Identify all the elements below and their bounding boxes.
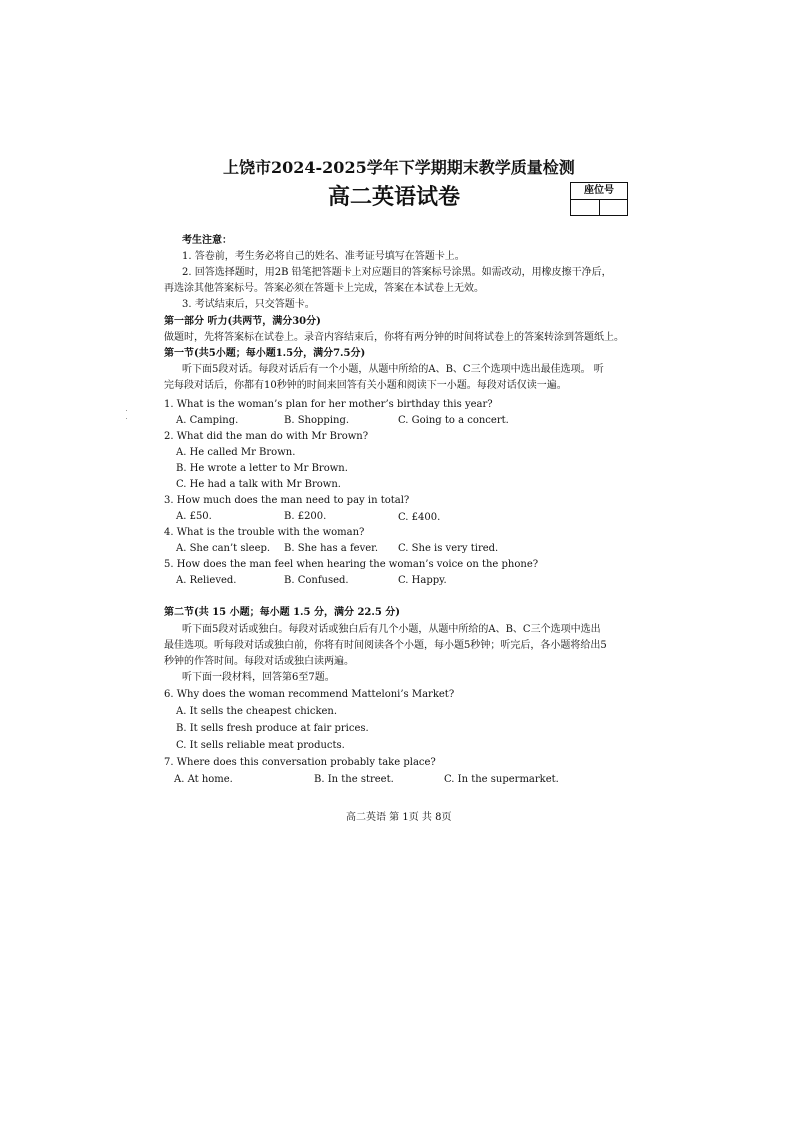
section1-instruction: 完每段对话后，你都有10秒钟的时间来回答有关小题和阅读下一小题。每段对话仅读一遍。 bbox=[164, 380, 567, 391]
option-a: A. He called Mr Brown. bbox=[176, 447, 296, 458]
option-b: B. It sells fresh produce at fair prices. bbox=[176, 723, 369, 734]
question-stem: 6. Why does the woman recommend Matteloni’s Market? bbox=[164, 689, 455, 700]
notice-heading: 考生注意： bbox=[182, 235, 232, 246]
option-c: C. He had a talk with Mr Brown. bbox=[176, 479, 341, 490]
option-a: A. At home. bbox=[174, 774, 233, 785]
part1-title: 第一部分 听力(共两节，满分30分) bbox=[164, 316, 321, 327]
section1-title: 第一节(共5小题；每小题1.5分，满分7.5分) bbox=[164, 348, 366, 359]
question-stem: 5. How does the man feel when hearing the woman’s voice on the phone? bbox=[164, 559, 539, 570]
option-c: C. She is very tired. bbox=[398, 543, 499, 554]
section2-instruction: 最佳选项。听每段对话或独白前，你将有时间阅读各个小题，每小题5秒钟；听完后，各小题将给出5 bbox=[164, 640, 607, 651]
section2-title: 第二节(共 15 小题；每小题 1.5 分，满分 22.5 分) bbox=[164, 607, 401, 618]
section1-instruction: 听下面5段对话。每段对话后有一个小题，从题中所给的A、B、C三个选项中选出最佳选项。 听 bbox=[182, 364, 604, 375]
option-a: A. It sells the cheapest chicken. bbox=[176, 706, 338, 717]
scan-speck bbox=[126, 418, 127, 419]
part1-instruction: 做题时，先将答案标在试卷上。录音内容结束后，你将有两分钟的时间将试卷上的答案转涂到答题纸上。 bbox=[164, 332, 624, 343]
option-c: C. It sells reliable meat products. bbox=[176, 740, 345, 751]
question-stem: 4. What is the trouble with the woman? bbox=[164, 527, 365, 538]
notice-item: 3. 考试结束后，只交答题卡。 bbox=[182, 299, 315, 310]
scan-speck bbox=[126, 410, 127, 411]
option-c: C. £400. bbox=[398, 512, 441, 523]
option-b: B. £200. bbox=[284, 511, 327, 522]
notice-item: 1. 答卷前，考生务必将自己的姓名、准考证号填写在答题卡上。 bbox=[182, 251, 465, 262]
option-a: A. She can’t sleep. bbox=[176, 543, 271, 554]
option-a: A. Relieved. bbox=[176, 575, 237, 586]
option-b: B. She has a fever. bbox=[284, 543, 378, 554]
question-stem: 7. Where does this conversation probably take place? bbox=[164, 757, 436, 768]
option-b: B. He wrote a letter to Mr Brown. bbox=[176, 463, 348, 474]
seat-number-label: 座位号 bbox=[571, 183, 627, 200]
seat-number-cells bbox=[571, 200, 627, 216]
option-b: B. In the street. bbox=[314, 774, 394, 785]
exam-title: 上饶市2024-2025学年下学期期末教学质量检测 bbox=[223, 158, 575, 177]
option-b: B. Confused. bbox=[284, 575, 349, 586]
option-a: A. Camping. bbox=[176, 415, 239, 426]
notice-item-continued: 再选涂其他答案标号。答案必须在答题卡上完成，答案在本试卷上无效。 bbox=[164, 283, 484, 294]
paper-title: 高二英语试卷 bbox=[328, 184, 461, 210]
question-stem: 3. How much does the man need to pay in total? bbox=[164, 495, 410, 506]
option-c: C. In the supermarket. bbox=[444, 774, 559, 785]
option-c: C. Going to a concert. bbox=[398, 415, 509, 426]
seat-number-box bbox=[570, 182, 628, 216]
option-c: C. Happy. bbox=[398, 575, 447, 586]
page-footer: 高二英语 第 1页 共 8页 bbox=[346, 812, 452, 823]
material-note: 听下面一段材料，回答第6至7题。 bbox=[182, 672, 335, 683]
section2-instruction: 秒钟的作答时间。每段对话或独白读两遍。 bbox=[164, 656, 354, 667]
question-stem: 1. What is the woman’s plan for her mother’s birthday this year? bbox=[164, 399, 493, 410]
option-a: A. £50. bbox=[176, 511, 212, 522]
section2-instruction: 听下面5段对话或独白。每段对话或独白后有几个小题，从题中所给的A、B、C三个选项中选出 bbox=[182, 624, 601, 635]
option-b: B. Shopping. bbox=[284, 415, 350, 426]
question-stem: 2. What did the man do with Mr Brown? bbox=[164, 431, 369, 442]
notice-item: 2. 回答选择题时，用2B 铅笔把答题卡上对应题目的答案标号涂黑。如需改动，用橡皮擦干净后， bbox=[182, 267, 612, 278]
